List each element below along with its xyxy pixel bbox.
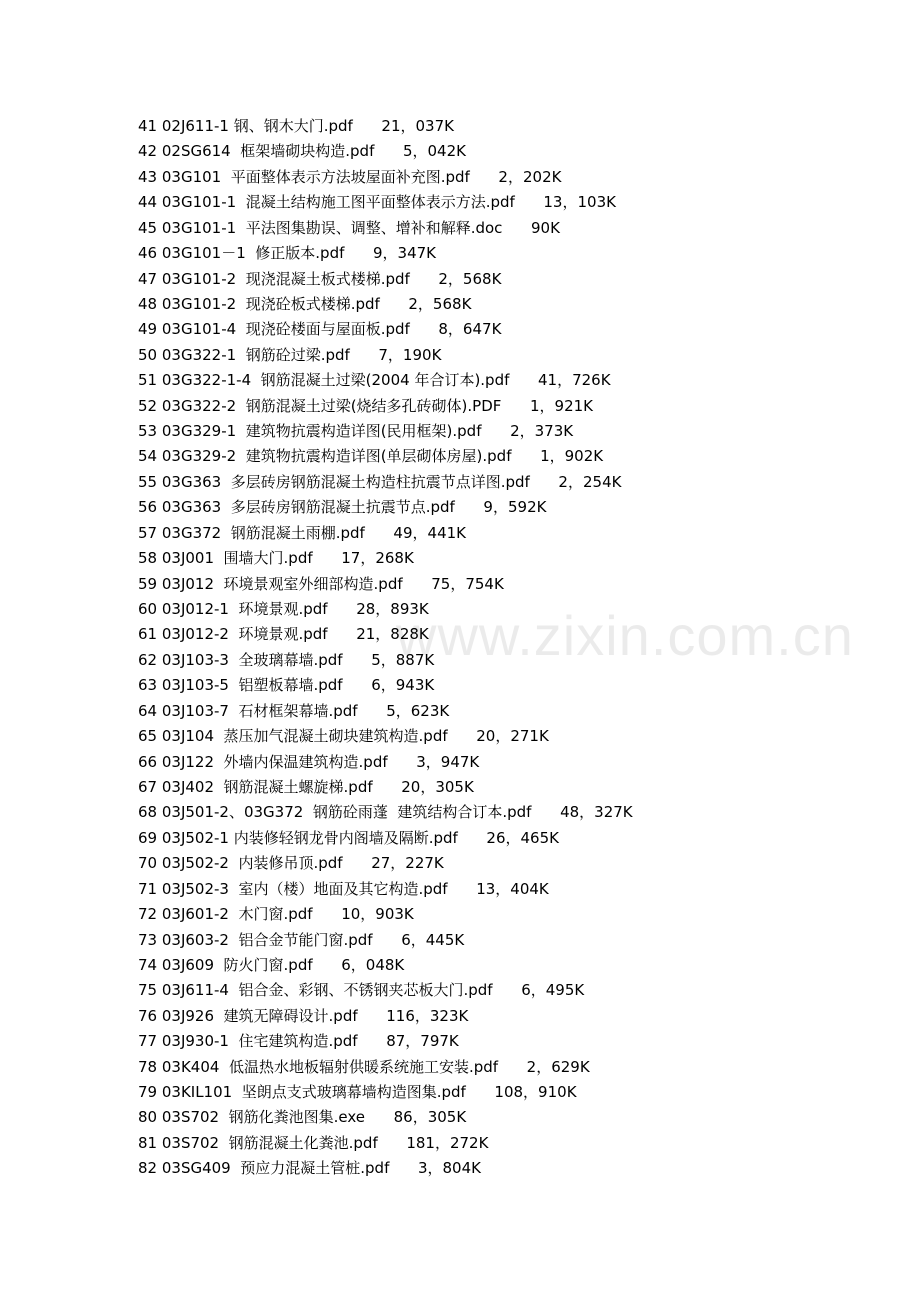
list-item: 49 03G101-4 现浇砼楼面与屋面板.pdf 8，647K — [138, 320, 502, 339]
list-item: 76 03J926 建筑无障碍设计.pdf 116，323K — [138, 1006, 469, 1025]
list-item: 61 03J012-2 环境景观.pdf 21，828K — [138, 625, 429, 644]
list-item: 77 03J930-1 住宅建筑构造.pdf 87，797K — [138, 1032, 459, 1051]
list-item: 64 03J103-7 石材框架幕墙.pdf 5，623K — [138, 701, 450, 720]
list-item: 52 03G322-2 钢筋混凝土过梁(烧结多孔砖砌体).PDF 1，921K — [138, 396, 594, 415]
list-item: 46 03G101－1 修正版本.pdf 9，347K — [138, 244, 436, 263]
list-item: 51 03G322-1-4 钢筋混凝土过梁(2004 年合订本).pdf 41，726K — [138, 371, 611, 390]
list-item: 66 03J122 外墙内保温建筑构造.pdf 3，947K — [138, 752, 480, 771]
list-item: 62 03J103-3 全玻璃幕墙.pdf 5，887K — [138, 650, 435, 669]
list-item: 72 03J601-2 木门窗.pdf 10，903K — [138, 905, 414, 924]
list-item: 56 03G363 多层砖房钢筋混凝土抗震节点.pdf 9，592K — [138, 498, 547, 517]
file-list — [138, 117, 633, 1185]
list-item: 57 03G372 钢筋混凝土雨棚.pdf 49，441K — [138, 523, 466, 542]
list-item: 41 02J611-1 钢、钢木大门.pdf 21，037K — [138, 117, 454, 135]
list-item: 42 02SG614 框架墙砌块构造.pdf 5，042K — [138, 142, 466, 161]
list-item: 43 03G101 平面整体表示方法坡屋面补充图.pdf 2，202K — [138, 167, 562, 186]
list-item: 75 03J611-4 铝合金、彩钢、不锈钢夹芯板大门.pdf 6，495K — [138, 981, 585, 1000]
list-item: 47 03G101-2 现浇混凝土板式楼梯.pdf 2，568K — [138, 269, 502, 288]
watermark: www.zixin.com.cn — [396, 604, 854, 667]
list-item: 55 03G363 多层砖房钢筋混凝土构造柱抗震节点详图.pdf 2，254K — [138, 472, 622, 491]
list-item: 80 03S702 钢筋化粪池图集.exe 86，305K — [138, 1108, 467, 1127]
list-item: 81 03S702 钢筋混凝土化粪池.pdf 181，272K — [138, 1133, 489, 1152]
list-item: 63 03J103-5 铝塑板幕墙.pdf 6，943K — [138, 676, 435, 695]
list-item: 79 03KIL101 坚朗点支式玻璃幕墙构造图集.pdf 108，910K — [138, 1083, 577, 1102]
list-item: 45 03G101-1 平法图集勘误、调整、增补和解释.doc 90K — [138, 218, 560, 237]
list-item: 67 03J402 钢筋混凝土螺旋梯.pdf 20，305K — [138, 777, 474, 796]
list-item: 71 03J502-3 室内（楼）地面及其它构造.pdf 13，404K — [138, 879, 549, 898]
list-item: 82 03SG409 预应力混凝土管桩.pdf 3，804K — [138, 1159, 481, 1178]
list-item: 50 03G322-1 钢筋砼过梁.pdf 7，190K — [138, 345, 442, 364]
list-item: 70 03J502-2 内装修吊顶.pdf 27，227K — [138, 854, 444, 873]
list-item: 65 03J104 蒸压加气混凝土砌块建筑构造.pdf 20，271K — [138, 727, 549, 746]
list-item: 59 03J012 环境景观室外细部构造.pdf 75，754K — [138, 574, 504, 593]
list-item: 78 03K404 低温热水地板辐射供暖系统施工安装.pdf 2，629K — [138, 1057, 590, 1076]
list-item: 48 03G101-2 现浇砼板式楼梯.pdf 2，568K — [138, 294, 472, 313]
list-item: 60 03J012-1 环境景观.pdf 28，893K — [138, 600, 429, 619]
list-item: 74 03J609 防火门窗.pdf 6，048K — [138, 955, 405, 974]
list-item: 53 03G329-1 建筑物抗震构造详图(民用框架).pdf 2，373K — [138, 422, 574, 441]
list-item: 69 03J502-1 内装修轻钢龙骨内阁墙及隔断.pdf 26，465K — [138, 828, 559, 847]
list-item: 73 03J603-2 铝合金节能门窗.pdf 6，445K — [138, 930, 465, 949]
list-item: 68 03J501-2、03G372 钢筋砼雨蓬 建筑结构合订本.pdf 48，327K — [138, 803, 633, 822]
list-item: 54 03G329-2 建筑物抗震构造详图(单层砌体房屋).pdf 1，902K — [138, 447, 604, 466]
list-item: 58 03J001 围墙大门.pdf 17，268K — [138, 549, 414, 568]
list-item: 44 03G101-1 混凝土结构施工图平面整体表示方法.pdf 13，103K — [138, 193, 616, 212]
